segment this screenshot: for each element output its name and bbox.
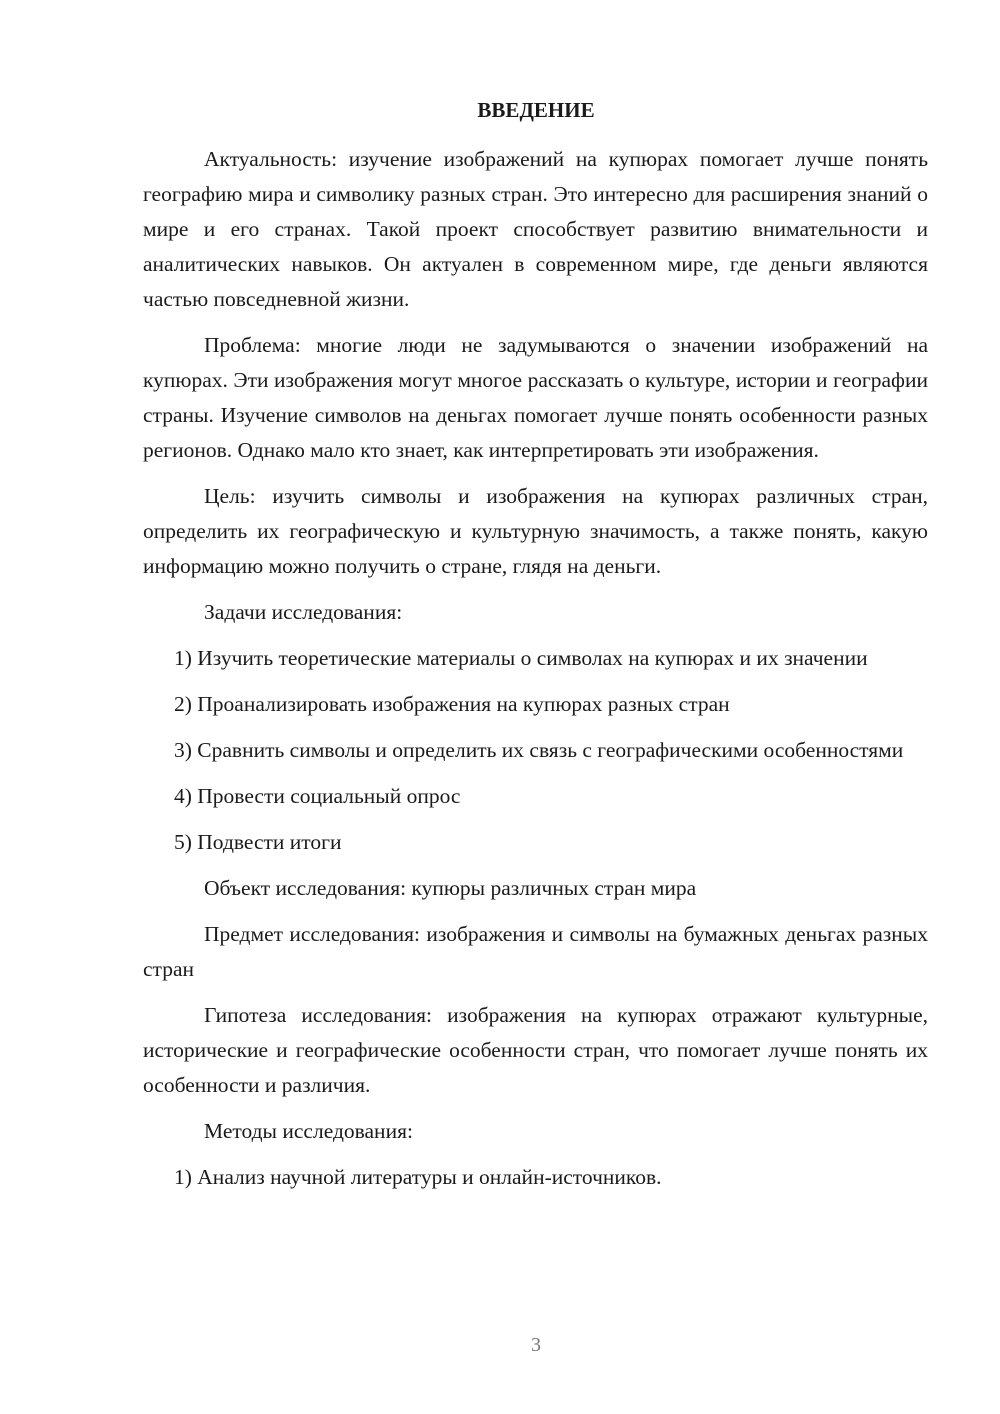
methods-heading: Методы исследования: [204, 1119, 413, 1143]
method-item-1: 1) Анализ научной литературы и онлайн-источников. [174, 1165, 662, 1189]
task-item-2: 2) Проанализировать изображения на купюрах разных стран [174, 692, 730, 716]
page-number: 3 [531, 1334, 541, 1356]
paragraph-problem: Проблема: многие люди не задумываются о значении изображений на купюрах. Эти изображения могут многое рассказать о культуре, истории и географии страны. Изучение символов на деньгах помогает лучше понять особенности разных регионов. Однако мало кто знает, как интерпретировать эти изображения. [143, 333, 928, 462]
task-item-4: 4) Провести социальный опрос [174, 784, 461, 808]
tasks-heading: Задачи исследования: [204, 600, 403, 624]
task-item-5: 5) Подвести итоги [174, 830, 342, 854]
document-body [143, 142, 928, 1206]
page-title: ВВЕДЕНИЕ [477, 98, 595, 122]
task-item-3: 3) Сравнить символы и определить их связь с географическими особенностями [174, 738, 904, 762]
paragraph-relevance: Актуальность: изучение изображений на купюрах помогает лучше понять географию мира и символику разных стран. Это интересно для расширения знаний о мире и его странах. Такой проект способствует развитию внимательности и аналитических навыков. Он актуален в современном мире, где деньги являются частью повседневной жизни. [143, 147, 928, 311]
paragraph-hypothesis: Гипотеза исследования: изображения на купюрах отражают культурные, исторические и географические особенности стран, что помогает лучше понять их особенности и различия. [143, 1003, 928, 1097]
paragraph-subject: Предмет исследования: изображения и символы на бумажных деньгах разных стран [143, 922, 928, 981]
paragraph-object: Объект исследования: купюры различных стран мира [204, 876, 697, 900]
paragraph-goal: Цель: изучить символы и изображения на купюрах различных стран, определить их географическую и культурную значимость, а также понять, какую информацию можно получить о стране, глядя на деньги. [143, 484, 928, 578]
task-item-1: 1) Изучить теоретические материалы о символах на купюрах и их значении [174, 646, 868, 670]
